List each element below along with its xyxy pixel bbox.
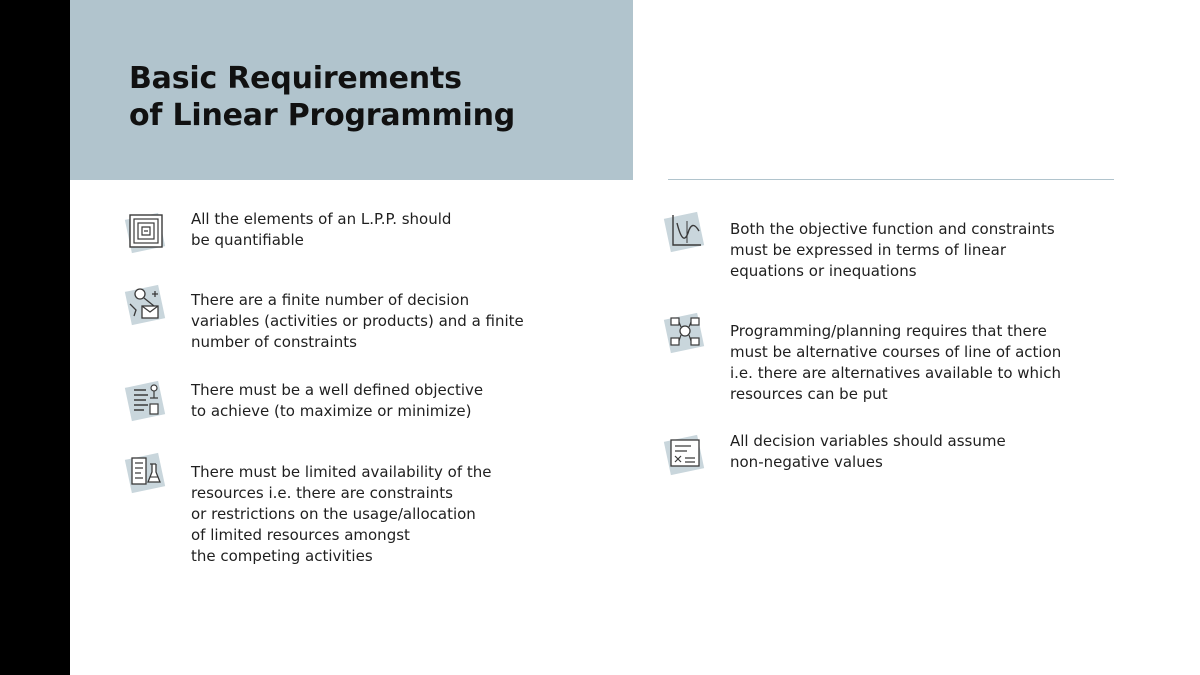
- item-line: non-negative values: [730, 453, 883, 471]
- item-line: be quantifiable: [191, 231, 304, 249]
- decision-hand-icon: [122, 280, 170, 328]
- slide-title: [129, 60, 515, 134]
- idea-network-icon: [661, 308, 709, 356]
- item-line: i.e. there are alternatives available to which: [730, 364, 1061, 382]
- item-line: of limited resources amongst: [191, 526, 410, 544]
- item-line: There must be a well defined objective: [191, 381, 484, 399]
- item-line: All the elements of an L.P.P. should: [191, 210, 452, 228]
- item-line: resources i.e. there are constraints: [191, 484, 453, 502]
- item-line: All decision variables should assume: [730, 432, 1006, 450]
- objective-document-icon: [122, 376, 170, 424]
- title-line-1: Basic Requirements: [129, 61, 462, 96]
- item-line: or restrictions on the usage/allocation: [191, 505, 476, 523]
- left-black-bar: [0, 0, 70, 675]
- item-line: must be expressed in terms of linear: [730, 241, 1006, 259]
- item-line: resources can be put: [730, 385, 888, 403]
- item-line: equations or inequations: [730, 262, 917, 280]
- divider-line: [668, 179, 1114, 180]
- item-line: Both the objective function and constraints: [730, 220, 1055, 238]
- item-line: the competing activities: [191, 547, 373, 565]
- data-chip-icon: [122, 208, 170, 256]
- title-line-2: of Linear Programming: [129, 98, 516, 133]
- item-line: Programming/planning requires that there: [730, 322, 1047, 340]
- variables-chart-icon: [661, 430, 709, 478]
- item-line: There must be limited availability of the: [191, 463, 492, 481]
- item-line: There are a finite number of decision: [191, 291, 470, 309]
- title-panel: [70, 0, 633, 180]
- function-graph-icon: [661, 207, 709, 255]
- item-line: must be alternative courses of line of action: [730, 343, 1062, 361]
- item-line: number of constraints: [191, 333, 357, 351]
- resources-flask-icon: [122, 448, 170, 496]
- item-line: variables (activities or products) and a finite: [191, 312, 524, 330]
- item-line: to achieve (to maximize or minimize): [191, 402, 472, 420]
